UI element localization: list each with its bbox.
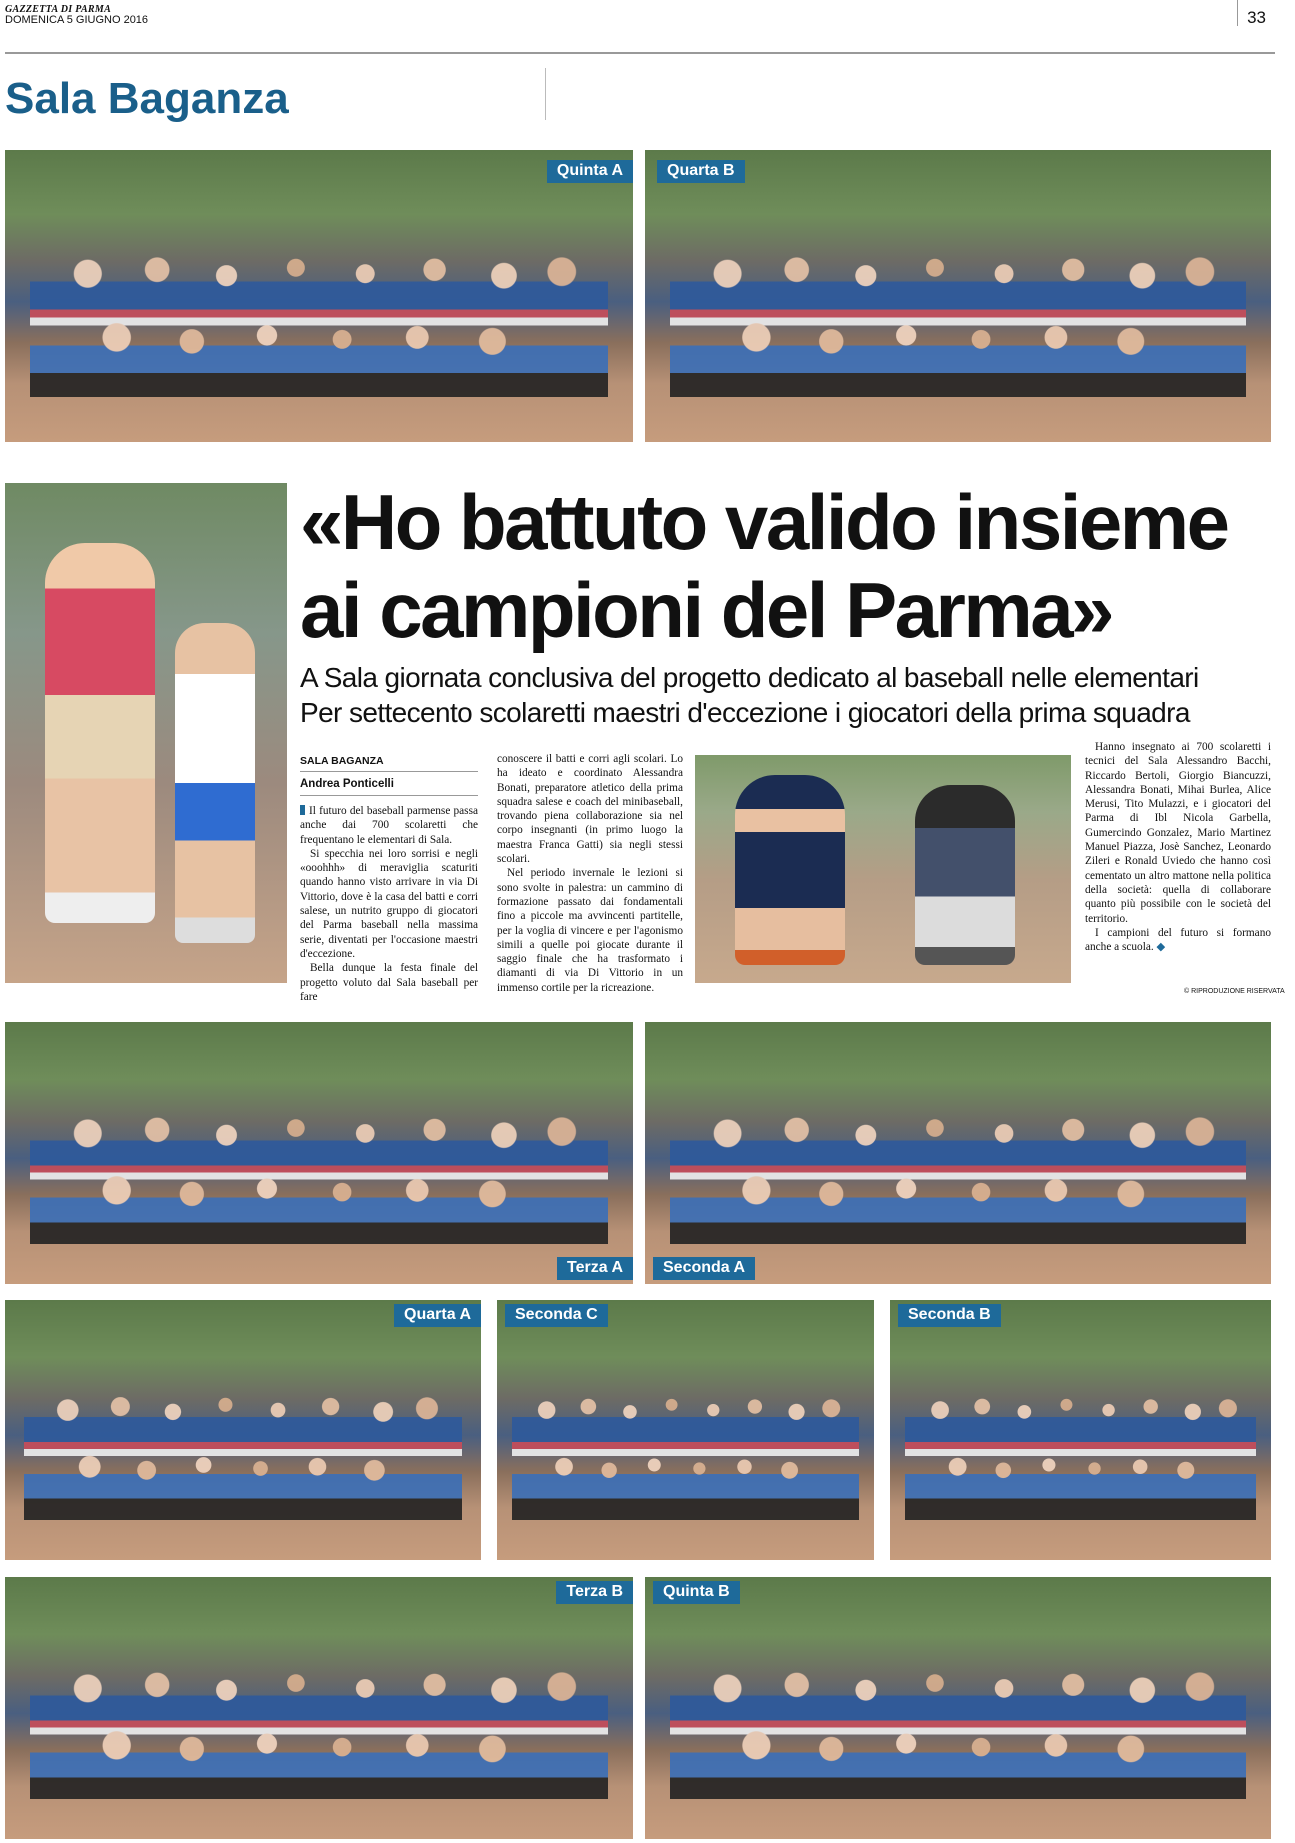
group-photo-figures	[905, 1357, 1256, 1534]
headline	[300, 478, 1290, 654]
section-divider	[545, 68, 546, 120]
group-photo-figures	[670, 1080, 1246, 1258]
page-number-divider	[1237, 0, 1238, 26]
copyright-note: © RIPRODUZIONE RISERVATA	[1184, 988, 1285, 995]
photo-seconda-b	[890, 1300, 1271, 1560]
article-paragraph: I campioni del futuro si formano anche a scuola. ◆	[1085, 926, 1271, 954]
photo-coach-with-child	[5, 483, 287, 983]
dateline: DOMENICA 5 GIUGNO 2016	[5, 14, 149, 26]
group-photo-figures	[30, 1635, 608, 1813]
kicker-rule	[300, 771, 478, 772]
headline-line-2: ai campioni del Parma»	[300, 566, 1113, 654]
subheadline-line-2: Per settecento scolaretti maestri d'eccezione i giocatori della prima squadra	[300, 697, 1190, 728]
photo-caption: Seconda C	[505, 1304, 608, 1327]
article-paragraph: Bella dunque la festa finale del progetto voluto dal Sala baseball per fare	[300, 962, 478, 1003]
byline-rule	[300, 795, 478, 796]
article-column-2	[497, 752, 683, 995]
photo-player-and-catcher	[695, 755, 1071, 983]
page-number: 33	[1247, 8, 1266, 27]
photo-caption: Quarta B	[657, 160, 745, 183]
photo-caption: Seconda B	[898, 1304, 1001, 1327]
article-column-1	[300, 804, 478, 1004]
article-paragraph: Hanno insegnato ai 700 scolaretti i tecnici del Sala Alessandro Bacchi, Riccardo Bertoli, Giorgio Biancuzzi, Alessandra Bonati, Mihai Burlea, Alice Merusi, Tito Mulazzi, e i giocatori del Parma di Ibl Nicola Garbella, Gumercindo Gonzalez, Mario Martinez Manuel Piazza, Josè Sanchez, Leonardo Zileri e Ronald Uviedo che hanno così cementato un altro mattone nella politica della società: quella di collaborare quanto più possibile con le società del territorio.	[1085, 741, 1271, 925]
byline: Andrea Ponticelli	[300, 778, 394, 790]
group-photo-figures	[512, 1357, 859, 1534]
article-paragraph: Nel periodo invernale le lezioni si sono svolte in palestra: un cammino di formazione passato dai fondamentali fino a piccole ma avvincenti partitelle, per la voglia di vincere e per l'agonismo simili a quelle poi giocate durante il saggio finale che ha trasformato i diamanti di via Di Vittorio in un immenso cortile per la ricreazione.	[497, 867, 683, 994]
subheadline	[300, 660, 1290, 730]
article-paragraph: Il futuro del baseball parmense passa anche dai 700 scolaretti che frequentano le elementari di Sala.	[300, 805, 478, 846]
photo-caption: Quinta B	[653, 1581, 740, 1604]
photo-terza-b	[5, 1577, 633, 1839]
catcher-figure	[915, 785, 1015, 965]
headline-line-1: «Ho battuto valido insieme	[300, 478, 1228, 566]
article-column-3	[1085, 740, 1271, 954]
group-photo-figures	[30, 214, 608, 413]
photo-seconda-a	[645, 1022, 1271, 1284]
photo-caption: Quinta A	[547, 160, 633, 183]
photo-quarta-a	[5, 1300, 481, 1560]
group-photo-figures	[670, 214, 1246, 413]
photo-caption: Seconda A	[653, 1257, 755, 1280]
header-rule	[5, 52, 1275, 54]
photo-seconda-c	[497, 1300, 874, 1560]
subheadline-line-1: A Sala giornata conclusiva del progetto dedicato al baseball nelle elementari	[300, 662, 1199, 693]
child-figure	[175, 623, 255, 943]
article-paragraph: conoscere il batti e corri agli scolari. Lo ha ideato e coordinato Alessandra Bonati, preparatore atletico della prima squadra salese e coach del minibaseball, trovando piena collaborazione sia nel corpo insegnanti (in primo luogo la maestra Franca Gatti) sia negli stessi scolari.	[497, 753, 683, 866]
end-mark-icon: ◆	[1156, 941, 1166, 954]
group-photo-figures	[670, 1635, 1246, 1813]
photo-quarta-b	[645, 150, 1271, 442]
group-photo-figures	[24, 1357, 462, 1534]
player-figure	[735, 775, 845, 965]
group-photo-figures	[30, 1080, 608, 1258]
article-kicker: SALA BAGANZA	[300, 755, 384, 767]
photo-caption: Quarta A	[394, 1304, 481, 1327]
photo-quinta-a	[5, 150, 633, 442]
photo-caption: Terza B	[556, 1581, 633, 1604]
lead-marker-icon	[300, 805, 305, 815]
section-title: Sala Baganza	[5, 74, 289, 123]
article-paragraph: Si specchia nei loro sorrisi e negli «ooohhh» di meraviglia scaturiti quando hanno visto arrivare in via Di Vittorio, dove è la casa del batti e corri salese, un nutrito gruppo di giocatori del Parma baseball nella massima serie, diventati per l'occasione maestri d'eccezione.	[300, 847, 478, 960]
coach-figure	[45, 543, 155, 923]
masthead: GAZZETTA DI PARMA	[5, 4, 112, 15]
photo-quinta-b	[645, 1577, 1271, 1839]
photo-caption: Terza A	[557, 1257, 633, 1280]
photo-terza-a	[5, 1022, 633, 1284]
